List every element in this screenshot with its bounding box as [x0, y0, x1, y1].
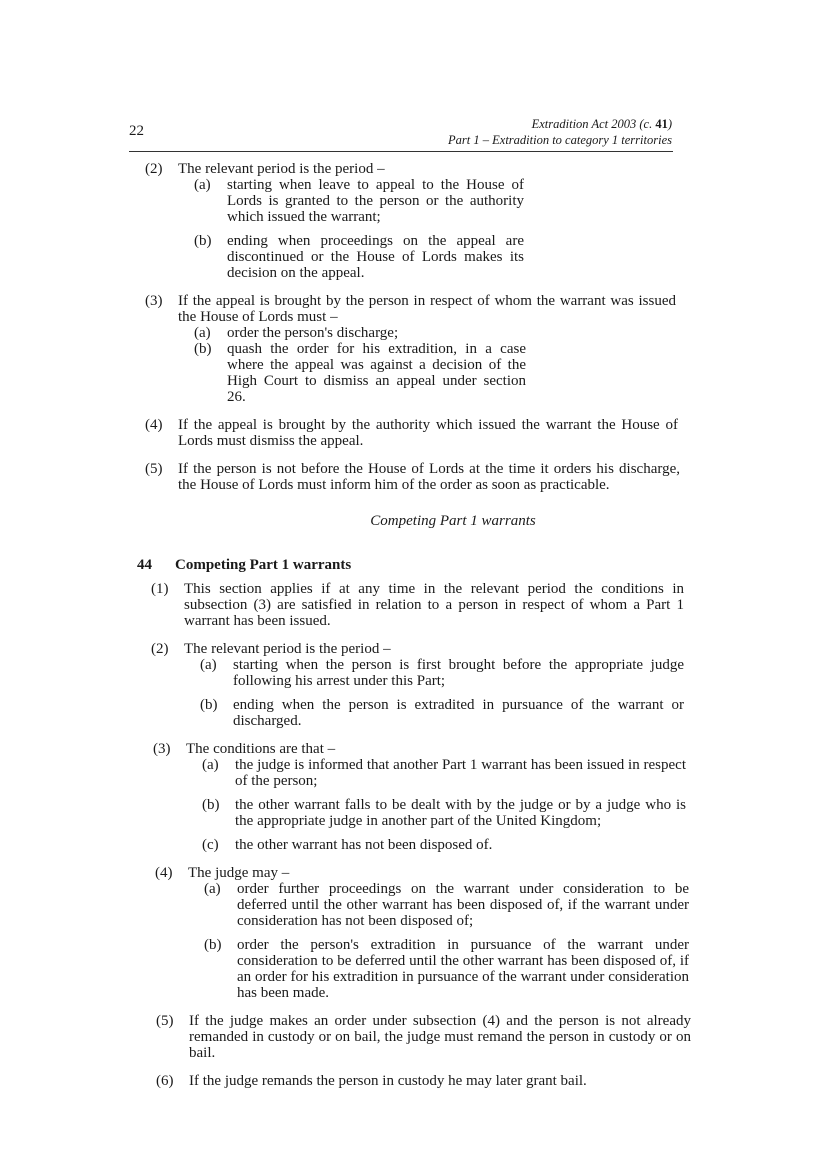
subsection-text: The relevant period is the period –	[184, 641, 391, 657]
subsection-text: This section applies if at any time in the relevant period the conditions in subsection (3) are satisfied in relation to a person in respect of whom a Part 1 warrant has been issued.	[184, 581, 684, 629]
header-rule	[129, 151, 673, 152]
paragraph-44-2-a	[200, 657, 684, 689]
subsection-number: (4)	[145, 417, 163, 433]
section-number: 44	[137, 557, 152, 573]
paragraph-text: ending when proceedings on the appeal are discontinued or the House of Lords makes its decision on the appeal.	[227, 233, 524, 281]
subsection-number: (2)	[151, 641, 169, 657]
subsection-number: (4)	[155, 865, 173, 881]
paragraph-number: (b)	[204, 937, 222, 953]
subsection-text: If the judge makes an order under subsection (4) and the person is not already remanded in custody or on bail, the judge must remand the person in custody or on bail.	[189, 1013, 691, 1061]
paragraph-43-2-a	[194, 177, 524, 225]
paragraph-number: (b)	[202, 797, 220, 813]
act-title-prefix: Extradition Act 2003 (c.	[531, 117, 656, 131]
act-title	[448, 116, 672, 132]
paragraph-text: order further proceedings on the warrant under consideration to be deferred until the other warrant has been disposed of, if the warrant under consideration has not been disposed of;	[237, 881, 689, 929]
part-title: Part 1 – Extradition to category 1 territories	[448, 133, 672, 147]
page-number: 22	[129, 123, 144, 139]
subsection-number: (1)	[151, 581, 169, 597]
subsection-number: (6)	[156, 1073, 174, 1089]
paragraph-44-4-a	[204, 881, 689, 929]
subsection-number: (3)	[145, 293, 163, 309]
paragraph-43-2-b	[194, 233, 524, 281]
subsection-text: The judge may –	[188, 865, 290, 881]
paragraph-text: ending when the person is extradited in pursuance of the warrant or discharged.	[233, 697, 684, 729]
subsection-44-1	[151, 581, 684, 629]
subsection-text: The conditions are that –	[186, 741, 336, 757]
subsection-43-3	[145, 293, 676, 405]
paragraph-number: (a)	[204, 881, 221, 897]
paragraph-44-4-b	[204, 937, 689, 1001]
subsection-number: (2)	[145, 161, 163, 177]
running-header	[448, 116, 672, 148]
subsection-44-2	[151, 641, 684, 729]
subsection-43-5	[145, 461, 680, 493]
paragraph-text: the judge is informed that another Part 1 warrant has been issued in respect of the person;	[235, 757, 686, 789]
paragraph-text: the other warrant has not been disposed of.	[235, 837, 493, 853]
subsection-text: If the judge remands the person in custody he may later grant bail.	[189, 1073, 587, 1089]
act-title-suffix: )	[667, 117, 672, 131]
subsection-number: (5)	[145, 461, 163, 477]
paragraph-44-3-c	[202, 837, 686, 853]
subsection-44-5	[156, 1013, 691, 1061]
subsection-number: (3)	[153, 741, 171, 757]
section-43-continued	[0, 161, 828, 493]
subsection-43-2	[145, 161, 678, 281]
subsection-44-6	[156, 1073, 691, 1089]
paragraph-43-3-b	[194, 341, 526, 405]
section-title: Competing Part 1 warrants	[175, 557, 352, 573]
paragraph-44-3-a	[202, 757, 686, 789]
paragraph-44-3-b	[202, 797, 686, 829]
section-44	[0, 581, 828, 1089]
paragraph-text: starting when the person is first brought before the appropriate judge following his arrest under this Part;	[233, 657, 684, 689]
paragraph-number: (a)	[202, 757, 219, 773]
paragraph-text: quash the order for his extradition, in a case where the appeal was against a decision of the High Court to dismiss an appeal under section 26.	[227, 341, 526, 405]
paragraph-number: (a)	[194, 325, 211, 341]
subsection-text: If the appeal is brought by the authority which issued the warrant the House of Lords must dismiss the appeal.	[178, 417, 678, 449]
paragraph-text: order the person's extradition in pursuance of the warrant under consideration to be deferred until the other warrant has been disposed of, if an order for his extradition in pursuance of the warrant under consideration has been made.	[237, 937, 689, 1001]
subsection-44-3	[153, 741, 686, 853]
subsection-text: If the person is not before the House of Lords at the time it orders his discharge, the House of Lords must inform him of the order as soon as practicable.	[178, 461, 680, 493]
subsection-43-4	[145, 417, 678, 449]
paragraph-text: order the person's discharge;	[227, 325, 399, 341]
paragraph-number: (c)	[202, 837, 219, 853]
paragraph-number: (b)	[194, 233, 212, 249]
paragraph-number: (a)	[200, 657, 217, 673]
subsection-text: The relevant period is the period –	[178, 161, 385, 177]
paragraph-44-2-b	[200, 697, 684, 729]
paragraph-number: (a)	[194, 177, 211, 193]
paragraph-number: (b)	[194, 341, 212, 357]
document-body	[0, 161, 828, 1089]
subsection-44-4	[155, 865, 689, 1001]
act-chapter: 41	[655, 117, 668, 131]
subsection-text: If the appeal is brought by the person in respect of whom the warrant was issued the House of Lords must –	[178, 293, 676, 325]
crossheading: Competing Part 1 warrants	[370, 513, 536, 529]
paragraph-number: (b)	[200, 697, 218, 713]
section-44-heading	[137, 557, 828, 573]
paragraph-text: starting when leave to appeal to the House of Lords is granted to the person or the authority which issued the warrant;	[227, 177, 524, 225]
paragraph-43-3-a	[194, 325, 526, 341]
paragraph-text: the other warrant falls to be dealt with by the judge or by a judge who is the appropriate judge in another part of the United Kingdom;	[235, 797, 686, 829]
subsection-number: (5)	[156, 1013, 174, 1029]
